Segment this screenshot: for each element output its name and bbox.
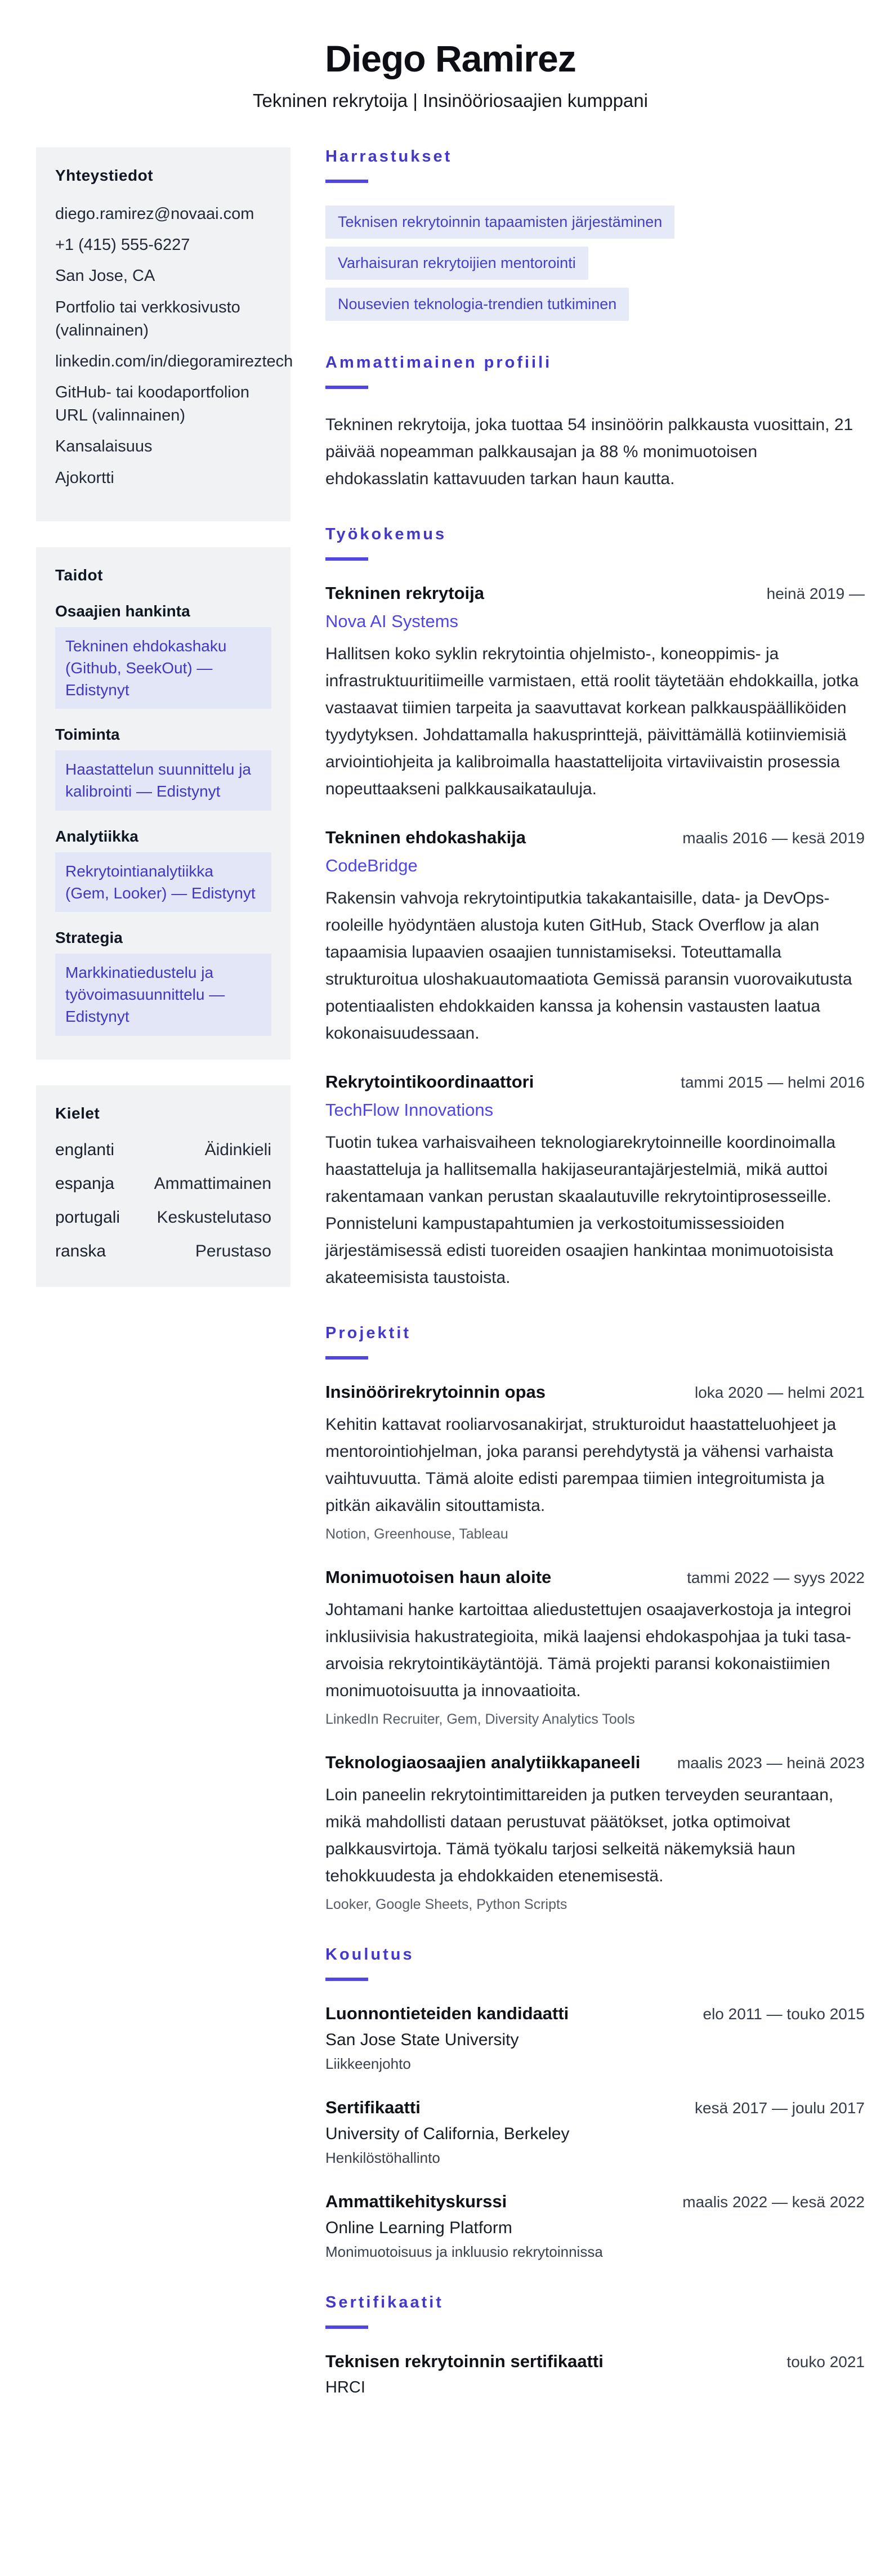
section-underline xyxy=(325,2325,368,2329)
experience-section xyxy=(325,525,865,1291)
languages-section-title: Kielet xyxy=(55,1104,100,1122)
language-name: espanja xyxy=(55,1174,115,1193)
school-name: San Jose State University xyxy=(325,2031,519,2049)
education-dates: maalis 2022 — kesä 2022 xyxy=(682,2193,865,2211)
project-description: Kehitin kattavat rooliarvosanakirjat, strukturoidut haastatteluohjeet ja mentorointiohjelman, joka paransi perehdytystä ja vähensi varhaista vaihtuvuutta. Tämä aloite edisti parempaa tiimien integroitumista ja pitkän aikavälin sitouttamista. xyxy=(325,1415,837,1515)
language-level: Keskustelutaso xyxy=(157,1208,271,1227)
hobby-tag: Nousevien teknologia-trendien tutkiminen xyxy=(325,288,629,321)
certifications-section-title: Sertifikaatit xyxy=(325,2293,444,2311)
company-name[interactable]: CodeBridge xyxy=(325,856,418,875)
contact-section-title: Yhteystiedot xyxy=(55,167,154,184)
contact-phone: +1 (415) 555-6227 xyxy=(55,236,190,254)
resume-header xyxy=(36,37,865,111)
section-underline xyxy=(325,1978,368,1981)
job-dates: heinä 2019 — xyxy=(766,585,865,602)
skills-section-title: Taidot xyxy=(55,566,103,584)
job-description: Rakensin vahvoja rekrytointiputkia takakantaisille, data- ja DevOps-rooleille hyödyntäen alustoja kuten GitHub, Stack Overflow ja alan tapaamisia lupaavien osaajien tunnistamiseksi. Toteuttamalla strukturoitua uloshakuautomaatiota Gemissä paransin vuorovaikutusta potentiaalisten ehdokkaiden kanssa ja kohensin vastausten laatua kokonaisuudessaan. xyxy=(325,889,852,1043)
education-entry-head xyxy=(325,2192,865,2212)
job-title: Tekninen rekrytoija xyxy=(325,583,484,603)
education-dates: elo 2011 — touko 2015 xyxy=(703,2005,865,2023)
education-entry xyxy=(325,2003,865,2073)
degree-title: Luonnontieteiden kandidaatti xyxy=(325,2003,569,2023)
certifications-section xyxy=(325,2293,865,2397)
education-section-title: Koulutus xyxy=(325,1946,414,1964)
certification-title: Teknisen rekrytoinnin sertifikaatti xyxy=(325,2351,604,2371)
contact-section xyxy=(36,147,293,521)
job-dates: tammi 2015 — helmi 2016 xyxy=(681,1074,865,1091)
section-underline xyxy=(325,180,368,183)
section-underline xyxy=(325,1356,368,1359)
main-column xyxy=(325,147,865,2430)
project-tools: Looker, Google Sheets, Python Scripts xyxy=(325,1897,567,1912)
field-of-study: Liikkeenjohto xyxy=(325,2055,411,2072)
contact-drivers-license: Ajokortti xyxy=(55,468,114,487)
project-description: Johtamani hanke kartoittaa aliedustettujen osaajaverkostoja ja integroi inklusiivisia hakustrategioita, mikä laajensi ehdokaspohjaa ja tuki tasa-arvoisia rekrytointikäytäntöjä. Tämä projekti paransi kokonaistiimien monimuotoisuutta ja innovaatioita. xyxy=(325,1600,851,1700)
project-description: Loin paneelin rekrytointimittareiden ja putken terveyden seurantaan, mikä mahdollisti dataan perustuvat päätökset, jotka optimoivat palkkausvirtoja. Tämä työkalu tarjosi selkeitä näkemyksiä haun tehokkuudesta ja ehdokkaiden etenemisestä. xyxy=(325,1786,834,1885)
school-name: University of California, Berkeley xyxy=(325,2125,570,2143)
education-dates: kesä 2017 — joulu 2017 xyxy=(695,2099,865,2117)
job-title: Tekninen ehdokashakija xyxy=(325,828,526,847)
certification-issuer: HRCI xyxy=(325,2378,365,2396)
job-description: Tuotin tukea varhaisvaiheen teknologiarekrytoinneille koordinoimalla haastatteluja ja hallitsemalla hakijaseurantajärjestelmiä, mikä auttoi rakentamaan vankan perustan skaalautuville rekrytointiprosesseille. Ponnisteluni kampustapahtumien ja verkostoitumissessioiden järjestämisessä edisti tuoreiden osaajien hankintaa monimuotoisista akateemisista taustoista. xyxy=(325,1133,836,1287)
job-entry-head xyxy=(325,583,865,603)
skill-detail: Rekrytointianalytiikka (Gem, Looker) — Edistynyt xyxy=(55,852,271,912)
profile-section-title: Ammattimainen profiili xyxy=(325,354,552,372)
contact-github: GitHub- tai koodaportfolion URL (valinnainen) xyxy=(55,383,249,425)
job-description: Hallitsen koko syklin rekrytointia ohjelmisto-, koneoppimis- ja infrastruktuuritiimeille varmistaen, että roolit täytetään ehdokkailla, jotka vastaavat tiimien tarpeita ja saavuttavat korkean palkkauspäälliköiden tyydytyksen. Johdattamalla hakusprinttejä, päivittämällä kotiinviemisiä arviointiohjeita ja kalibroimalla haastattelijoita virtaviivaistin prosessia nopeuttaakseni palkkausaikatauluja. xyxy=(325,645,859,798)
degree-title: Sertifikaatti xyxy=(325,2098,421,2117)
section-underline xyxy=(325,386,368,389)
certification-entry-head xyxy=(325,2351,865,2372)
degree-title: Ammattikehityskurssi xyxy=(325,2192,507,2211)
certification-date: touko 2021 xyxy=(786,2353,865,2371)
education-entry xyxy=(325,2192,865,2261)
company-name[interactable]: TechFlow Innovations xyxy=(325,1100,494,1120)
project-title: Teknologiaosaajien analytiikkapaneeli xyxy=(325,1752,641,1772)
education-entry-head xyxy=(325,2098,865,2118)
project-entry xyxy=(325,1382,865,1542)
contact-portfolio: Portfolio tai verkkosivusto (valinnainen) xyxy=(55,298,240,339)
education-entry xyxy=(325,2098,865,2167)
hobby-tag: Teknisen rekrytoinnin tapaamisten järjestäminen xyxy=(325,205,674,239)
project-entry xyxy=(325,1752,865,1913)
hobbies-section-title: Harrastukset xyxy=(325,147,453,166)
skill-detail: Markkinatiedustelu ja työvoimasuunnittelu — Edistynyt xyxy=(55,954,271,1036)
field-of-study: Monimuotoisuus ja inkluusio rekrytoinnissa xyxy=(325,2243,603,2260)
contact-location: San Jose, CA xyxy=(55,267,155,285)
candidate-title: Tekninen rekrytoija | Insinööriosaajien kumppani xyxy=(253,90,648,111)
project-dates: maalis 2023 — heinä 2023 xyxy=(677,1754,865,1772)
project-entry xyxy=(325,1567,865,1728)
skills-section xyxy=(36,547,290,1059)
skill-detail: Haastattelun suunnittelu ja kalibrointi — Edistynyt xyxy=(55,750,271,810)
candidate-name: Diego Ramirez xyxy=(325,38,576,79)
profile-summary: Tekninen rekrytoija, joka tuottaa 54 insinöörin palkkausta vuosittain, 21 päivää nopeamman palkkausajan ja 88 % monimuotoisen ehdokasslatin kattavuuden tarkan haun kautta. xyxy=(325,415,853,488)
school-name: Online Learning Platform xyxy=(325,2219,512,2237)
skill-detail: Tekninen ehdokashaku (Github, SeekOut) — Edistynyt xyxy=(55,627,271,709)
job-entry xyxy=(325,1072,865,1291)
job-entry xyxy=(325,828,865,1047)
skill-category: Analytiikka xyxy=(55,827,138,845)
education-entry-head xyxy=(325,2003,865,2024)
hobbies-section xyxy=(325,147,865,321)
skill-category: Toiminta xyxy=(55,726,120,744)
education-section xyxy=(325,1946,865,2261)
language-row xyxy=(55,1242,271,1261)
company-name[interactable]: Nova AI Systems xyxy=(325,611,459,631)
skill-category: Strategia xyxy=(55,929,123,947)
language-row xyxy=(55,1208,271,1227)
language-row xyxy=(55,1174,271,1193)
contact-linkedin: linkedin.com/in/diegoramireztech xyxy=(55,352,293,370)
section-underline xyxy=(325,557,368,561)
job-entry xyxy=(325,583,865,803)
language-name: portugali xyxy=(55,1208,120,1227)
language-name: ranska xyxy=(55,1241,106,1260)
project-entry-head xyxy=(325,1382,865,1402)
project-dates: tammi 2022 — syys 2022 xyxy=(687,1569,865,1586)
project-title: Insinöörirekrytoinnin opas xyxy=(325,1382,546,1402)
language-name: englanti xyxy=(55,1140,115,1159)
content-columns xyxy=(36,147,865,2430)
language-level: Ammattimainen xyxy=(154,1174,271,1193)
job-entry-head xyxy=(325,1072,865,1092)
sidebar xyxy=(36,147,293,1287)
language-level: Äidinkieli xyxy=(204,1140,271,1159)
contact-citizenship: Kansalaisuus xyxy=(55,437,153,456)
projects-section-title: Projektit xyxy=(325,1324,412,1342)
certification-entry xyxy=(325,2351,865,2397)
contact-email: diego.ramirez@novaai.com xyxy=(55,205,254,223)
job-entry-head xyxy=(325,828,865,848)
project-title: Monimuotoisen haun aloite xyxy=(325,1567,552,1587)
project-tools: LinkedIn Recruiter, Gem, Diversity Analytics Tools xyxy=(325,1711,635,1727)
job-title: Rekrytointikoordinaattori xyxy=(325,1072,534,1092)
project-tools: Notion, Greenhouse, Tableau xyxy=(325,1526,508,1542)
projects-section xyxy=(325,1324,865,1913)
field-of-study: Henkilöstöhallinto xyxy=(325,2149,440,2166)
hobby-tag: Varhaisuran rekrytoijien mentorointi xyxy=(325,247,588,280)
project-dates: loka 2020 — helmi 2021 xyxy=(695,1384,865,1401)
experience-section-title: Työkokemus xyxy=(325,525,447,543)
project-entry-head xyxy=(325,1567,865,1587)
project-entry-head xyxy=(325,1752,865,1773)
profile-section xyxy=(325,354,865,493)
language-level: Perustaso xyxy=(195,1241,271,1260)
language-row xyxy=(55,1141,271,1160)
job-dates: maalis 2016 — kesä 2019 xyxy=(682,829,865,847)
skill-category: Osaajien hankinta xyxy=(55,602,190,620)
languages-section xyxy=(36,1085,290,1287)
